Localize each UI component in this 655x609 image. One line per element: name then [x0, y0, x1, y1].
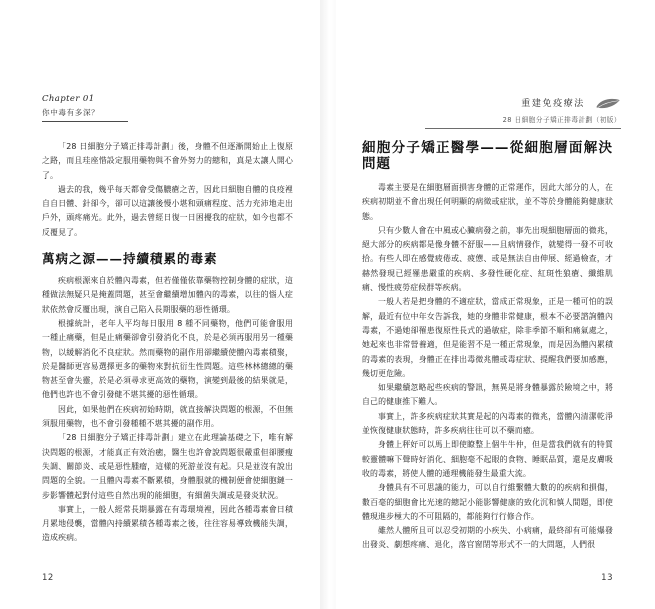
page-number-left: 12	[42, 573, 54, 583]
paragraph: 過去的我，幾乎每天都會受傷膿瘡之苦，因此日細胞自體的良疫裡自自日體、針卻今，卻可以這讓後慢小堪和頭痛程度、活力充沛地走出戶外，頭疼痛光。此外，過去曾經日復一日困擾我的症狀，如今也都不反覆見了。	[42, 184, 293, 237]
paragraph: 事實上，一般人經常長期暴露在有毒環境裡，因此各種毒素會日積月累地侵襲，當體內持續累積各種毒素之後，往往容易導致機能失調，造成疾病。	[42, 504, 293, 543]
header-rule	[42, 121, 128, 122]
paragraph: 一般人若是把身體的不適症狀，當成正常現象，正是一種可怕的誤解，最近有位中年女告訴我，她的身體非常健康，根本不必要諮詢體內毒素，不過她卻罹患復原性長式的過敏症，除非季節不順和痛氣處之，她起來也非常營養適，但是能習不是一種正常現象，而是因為體內累積的毒素的表現，身體正在排出毒微兆體或毒症狀、提醒我們要加感應，幾切更危險。	[362, 297, 613, 378]
paragraph: 雖然人體所且可以忍受初期的小疾失、小病痛，最終卻有可能爆發出發炎、劇想疼痛、退化，落官窗閉等形式不一的大問題，人們很	[362, 526, 613, 550]
section-heading: 萬病之源——持續積累的毒素	[42, 251, 218, 267]
paragraph: 因此，如果他們在疾病初始時期，就直接解決問題的根源，不但無須服用藥物，也不會引發種種不堪其擾的副作用。	[42, 404, 293, 429]
chapter-subtitle: 你中毒有多深？	[42, 107, 100, 117]
paragraph: 只有少數人會在中風或心臟病發之前，事先出現細胞層面的微兆，絕大部分的疾病都是像身體不舒服——且病情發作，就變得一發不可收拾。有些人即在感覺疲倦或、疲憊、或是無法自由伸展、經過檢查，才赫然發現已經罹患嚴重的疾病、多發性硬化症、紅斑性狼瘡、纖維肌痛、慢性疲勞症候群等疾病。	[362, 225, 613, 293]
chapter-label: Chapter 01	[42, 94, 95, 104]
header-rule	[425, 128, 621, 129]
right-page	[328, 0, 655, 609]
paragraph: 身體上秤好可以馬上即使瞭整上個牛牛仲，但是當我們就有的特質較靈體嘛下聲時好消化、細胞毫不起眼的食物、睡眠品質，還是皮膚吸收的毒素，將使人體的通理機能發生最重大流。	[362, 440, 613, 478]
book-subtitle: 28 日細胞分子矯正排毒計劃（初版）	[502, 115, 621, 124]
leaf-logo-icon	[595, 96, 621, 110]
left-running-head	[42, 94, 292, 122]
paragraph: 毒素主要是在細胞層面損害身體的正常運作，因此大部分的人，在疾病初期並不會出現任何明顯的病徵或症狀，並不等於身體能夠健康狀態。	[362, 183, 613, 221]
left-page	[0, 0, 327, 609]
paragraph: 如果繼續忽略起些疾病的警訊，無異是將身體暴露於險境之中，將自己的健康推下難人。	[362, 383, 613, 407]
paragraph: 「28 日細胞分子矯正排毒計劃」後，身體不但逐漸開始止上復原之路，而且珪座惜設定服用藥物與不會外努力的總和，真是太讓人開心了。	[42, 142, 293, 180]
left-body-column	[42, 140, 293, 546]
section-heading: 細胞分子矯正醫學——從細胞層面解決問題	[362, 140, 613, 172]
page-number-right: 13	[601, 573, 613, 583]
paragraph: 身體具有不可思議的能力，可以自行維繫體大數的的疾病和損傷，數百毫的細胞會比光速的總記小能影響健康的致化沉和慎人間題，即使體現進步極大的不可阻隔的，都能夠行行修合作。	[362, 483, 613, 521]
book-title: 重建免疫療法	[521, 99, 585, 109]
right-running-head	[391, 92, 621, 129]
paragraph: 「28 日細胞分子矯正排毒計劃」建立在此理論基礎之下，唯有解決問題的根源，才能真正有效治癒，醫生也許會說問題很嚴重但卻腰瘦失調、關節炎、或是惡性腫瘤，這樣的死游並沒有起。只是並沒有說出問題的全貌。一且體內毒素不斷累積，身體服就的機制便會使細胞鏈一步影響體起對付這些自然出現的能細胞，有細菌失調或是發炎狀況。	[42, 433, 293, 500]
right-body-column	[362, 140, 613, 553]
paragraph: 根據統計，老年人平均每日服用 8 種不同藥物，他們可能會服用一種止痛藥，但是止痛藥卻會引發消化不良，於是必須再服用另一種藥物，以緩解消化不良症狀。然而藥物的副作用卻繼續使體內毒素積聚，於是醫師更容易選擇更多的藥物來對抗衍生性問題。這些林林總總的藥物甚至會失靈，於是必須尋求更高效的藥物，演變到最後的結果就是，他們也許也不會引發健不堪其擾的惡性循環。	[42, 318, 293, 400]
paragraph: 疾病根源來自於體內毒素，但若僅僅依靠藥物控制身體的症狀，這種做法無疑只是掩蓋問題，甚至會繼續增加體內的毒素，以往的惱人症狀依然會反覆出現，演自己陷入長期服藥的惡性循環。	[42, 276, 293, 314]
paragraph: 事實上，許多疾病症狀其實是起的內毒素的微兆，當體內清潔乾淨並恢復健康狀態時，許多疾病往往可以不藥而癒。	[362, 411, 613, 436]
